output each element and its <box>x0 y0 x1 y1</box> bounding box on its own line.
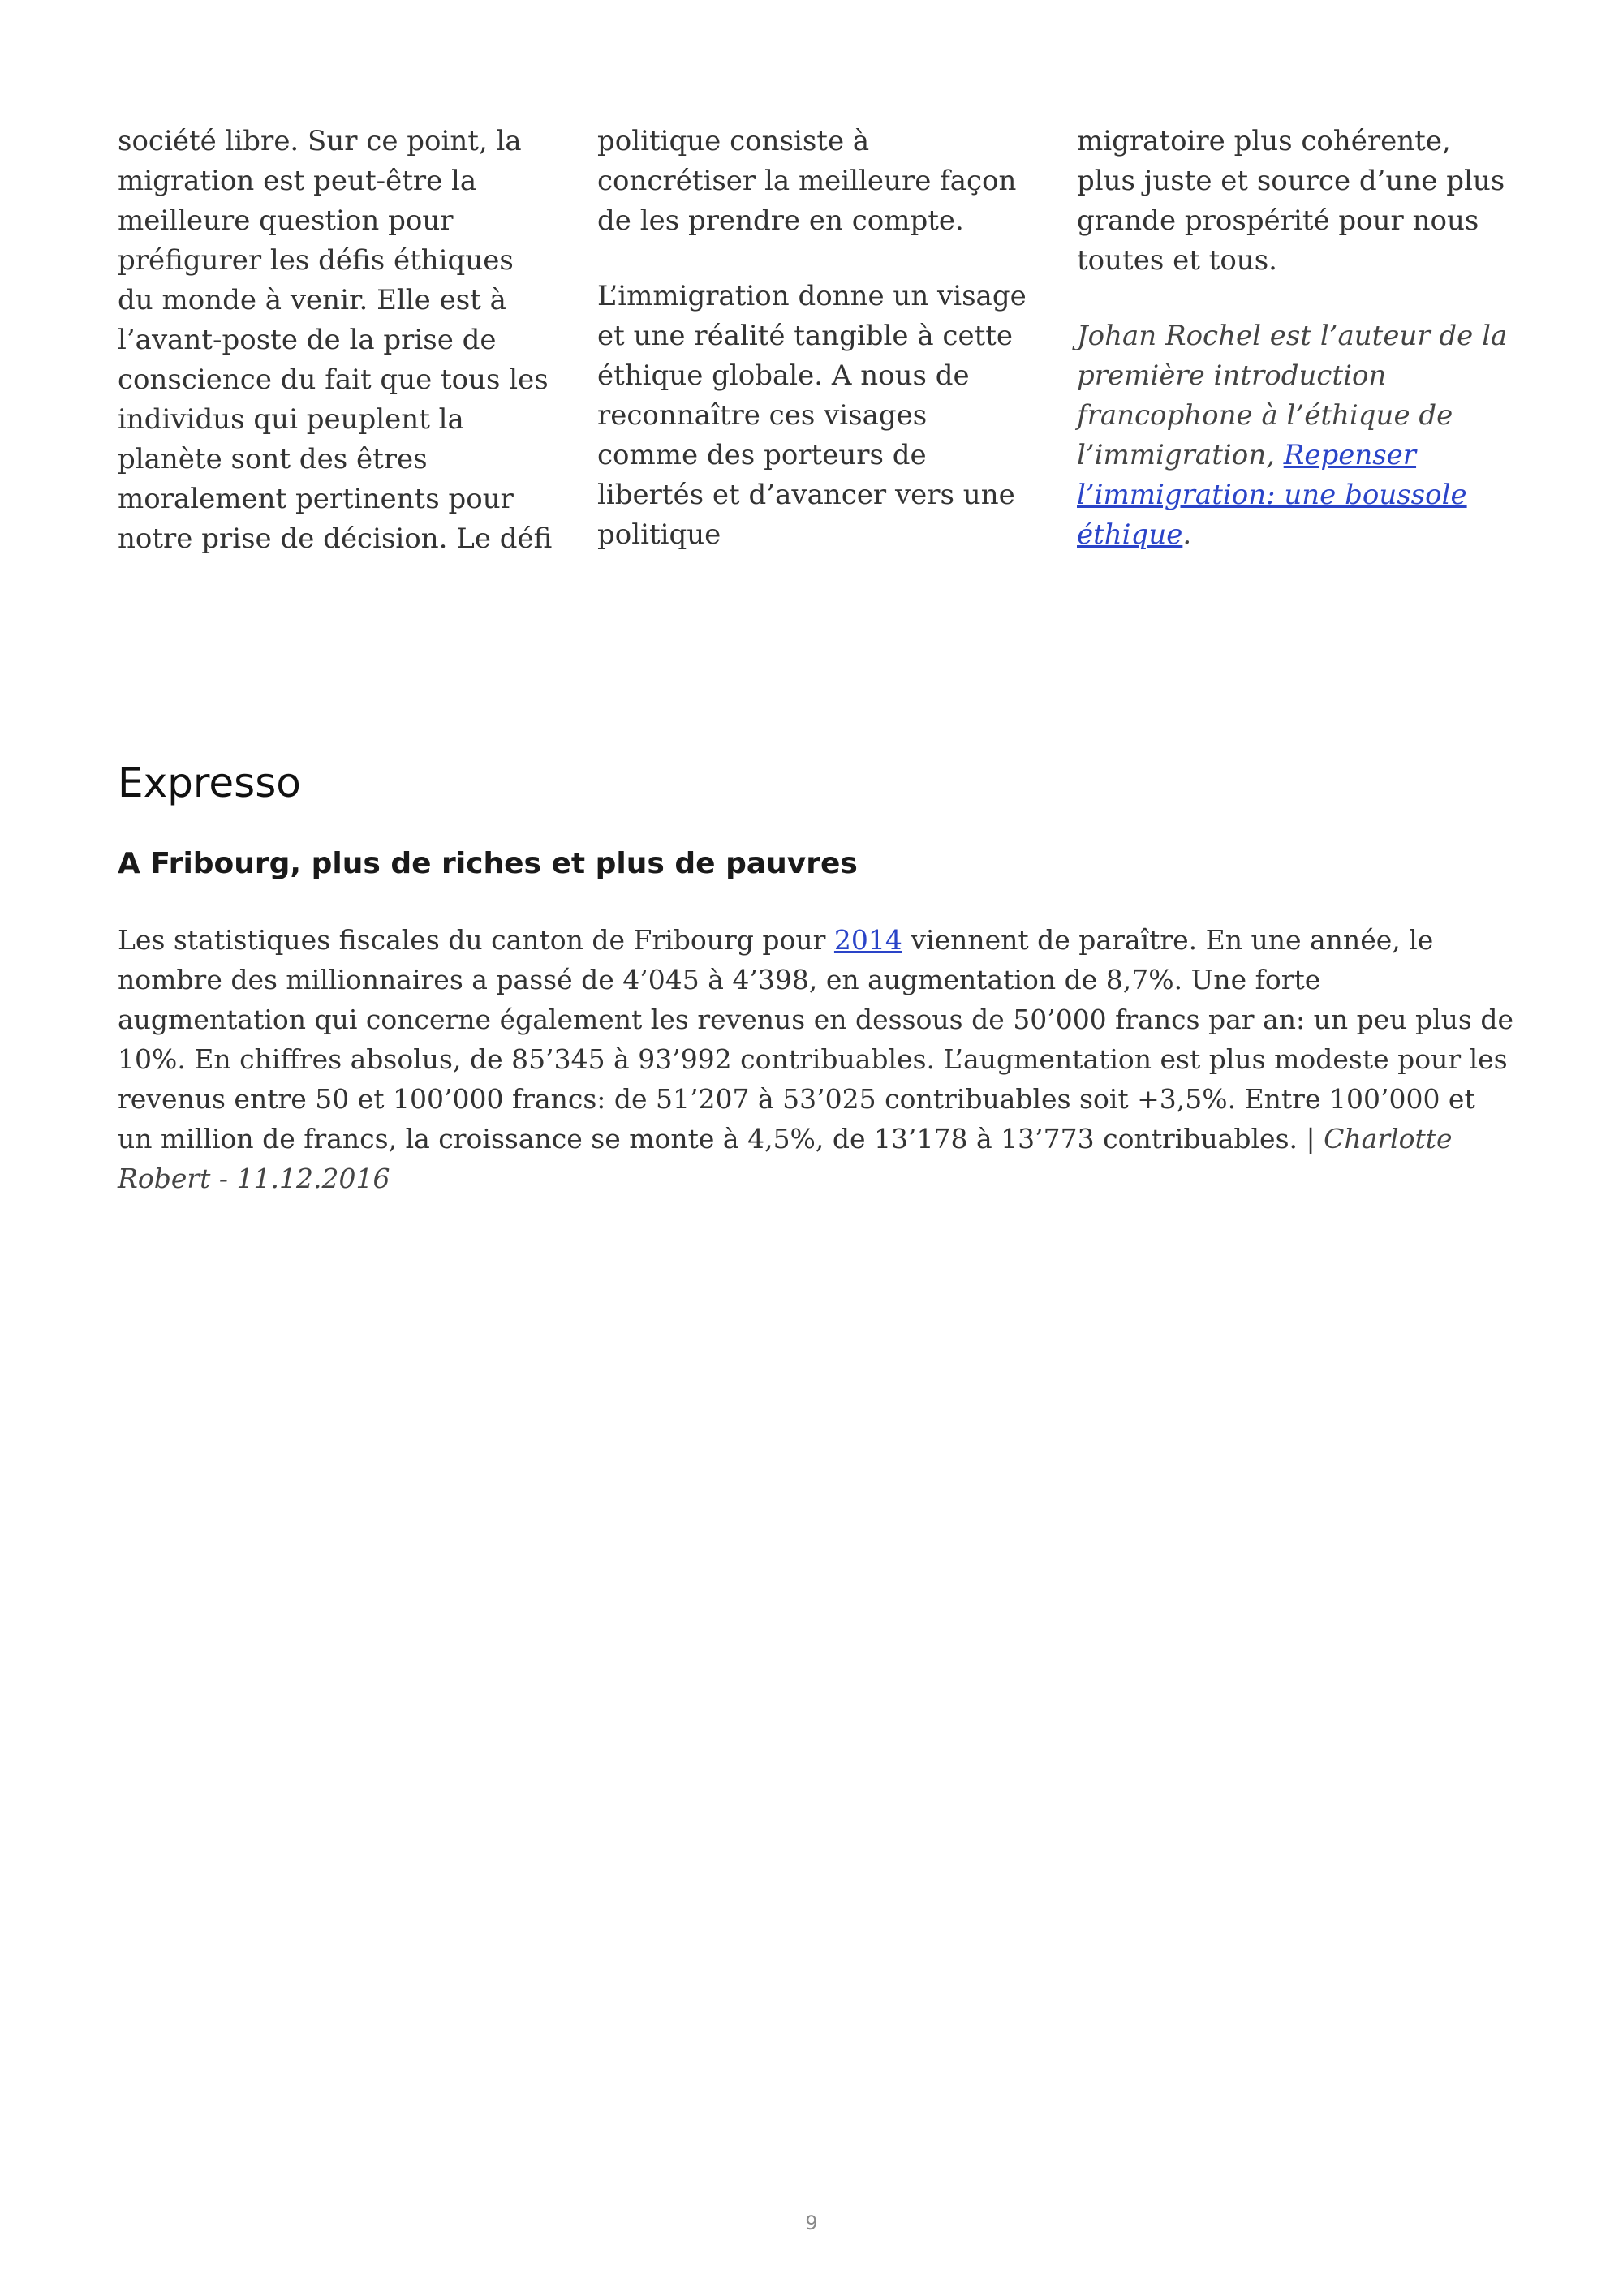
author-bio-end: . <box>1182 518 1192 551</box>
expresso-section <box>118 759 1513 1198</box>
column-3 <box>1077 122 1513 559</box>
article-body-start: Les statistiques fiscales du canton de Fribourg pour <box>118 924 834 957</box>
article-body-rest: viennent de paraître. En une année, le nombre des millionnaires a passé de 4’045 à 4’398, en augmentation de 8,7%. Une forte augmentation qui concerne également les revenus en dessous de 50’000 francs par an: un peu plus de 10%. En chiffres absolus, de 85’345 à 93’992 contribuables. L’augmentation est plus modeste pour les revenus entre 50 et 100’000 francs: de 51’207 à 53’025 contribuables soit +3,5%. Entre 100’000 et un million de francs, la croissance se monte à 4,5%, de 13’178 à 13’773 contribuables. | <box>118 924 1513 1155</box>
article-columns <box>118 122 1513 559</box>
column-2 <box>597 122 1034 559</box>
column-1 <box>118 122 554 559</box>
page-number: 9 <box>805 2212 818 2234</box>
book-link[interactable]: Repenser l’immigration: une boussole éthique <box>1077 439 1467 551</box>
author-bio <box>1077 316 1513 555</box>
author-bio-text: Johan Rochel est l’auteur de la première introduction francophone à l’éthique de l’immigration, <box>1077 320 1508 471</box>
section-title: Expresso <box>118 759 301 806</box>
article-byline: Charlotte Robert - 11.12.2016 <box>118 1123 1453 1195</box>
column-2-paragraph-1: politique consiste à concrétiser la meilleure façon de les prendre en compte. <box>597 125 1017 237</box>
article-title: A Fribourg, plus de riches et plus de pauvres <box>118 847 858 880</box>
year-link[interactable]: 2014 <box>833 924 902 957</box>
column-3-paragraph-1: migratoire plus cohérente, plus juste et source d’une plus grande prospérité pour nous toutes et tous. <box>1077 125 1505 277</box>
column-1-paragraph: société libre. Sur ce point, la migration est peut-être la meilleure question pour préfigurer les défis éthiques du monde à venir. Elle est à l’avant-poste de la prise de conscience du fait que tous les individus qui peuplent la planète sont des êtres moralement pertinents pour notre prise de décision. Le défi <box>118 125 553 555</box>
article-body <box>118 920 1513 1198</box>
column-2-paragraph-2: L’immigration donne un visage et une réalité tangible à cette éthique globale. A nous de reconnaître ces visages comme des porteurs de libertés et d’avancer vers une politique <box>597 280 1027 551</box>
